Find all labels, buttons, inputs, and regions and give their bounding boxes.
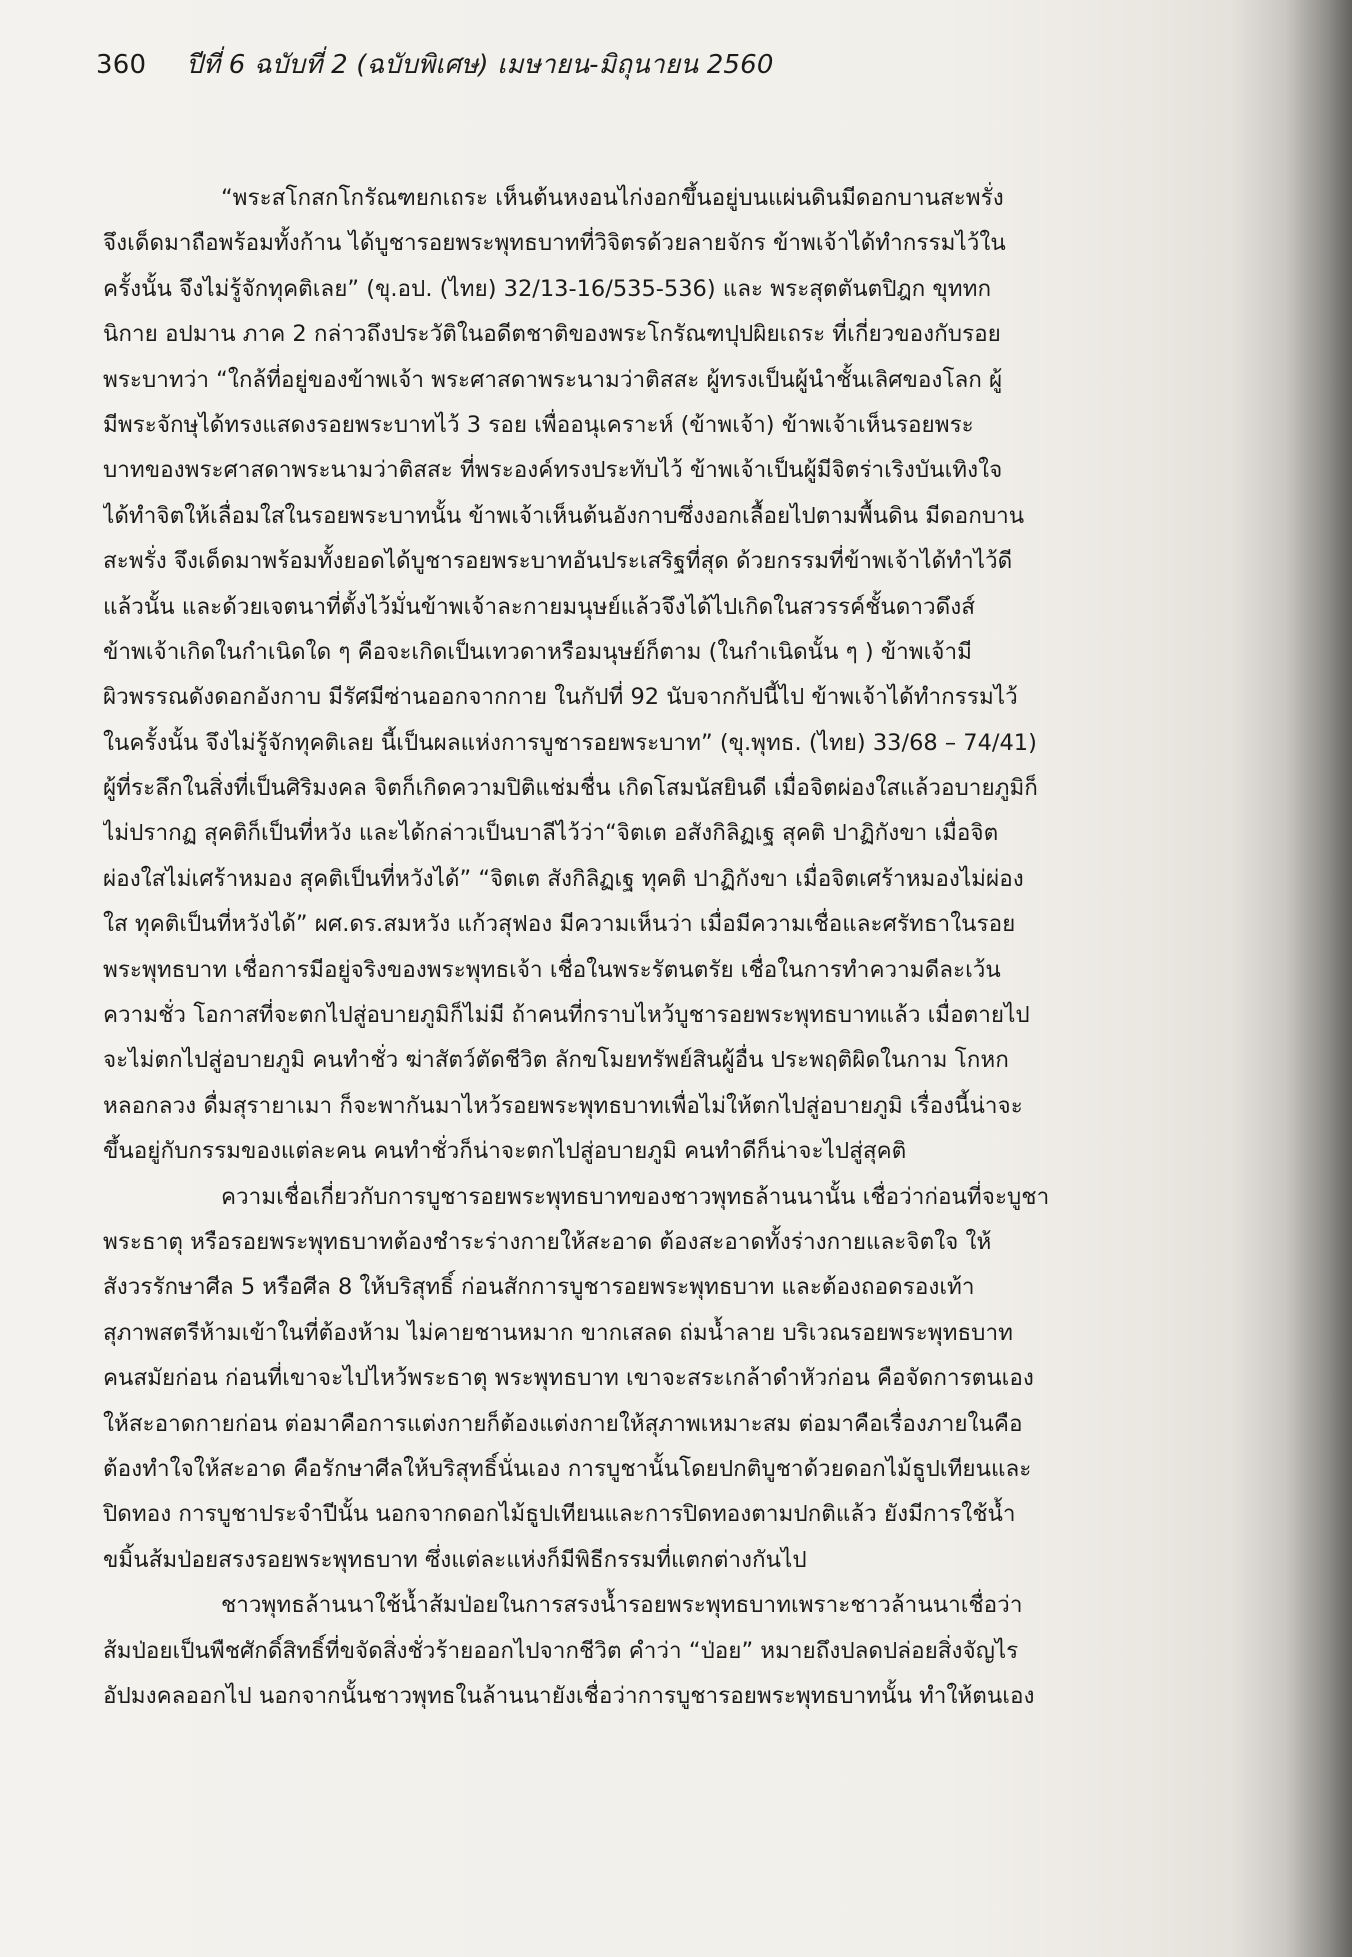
text-line: สะพรั่ง จึงเด็ดมาพร้อมทั้งยอดได้บูชารอยพระบาทอันประเสริฐที่สุด ด้วยกรรมที่ข้าพเจ้าได้ทำไว้ดี: [103, 548, 1013, 575]
text-line: ชาวพุทธล้านนาใช้น้ำส้มป่อยในการสรงน้ำรอยพระพุทธบาทเพราะชาวล้านนาเชื่อว่า: [221, 1592, 1023, 1619]
binding-gutter-shadow: [1232, 0, 1352, 1957]
journal-issue-info: ปีที่ 6 ฉบับที่ 2 (ฉบับพิเศษ) เมษายน-มิถุนายน 2560: [186, 50, 774, 80]
page-number: 360: [96, 50, 147, 80]
text-line: ผิวพรรณดังดอกอังกาบ มีรัศมีซ่านออกจากกาย ในกัปที่ 92 นับจากกัปนี้ไป ข้าพเจ้าได้ทำกรรมไว้: [103, 684, 1018, 711]
text-line: พระบาทว่า “ใกล้ที่อยู่ของข้าพเจ้า พระศาสดาพระนามว่าติสสะ ผู้ทรงเป็นผู้นำชั้นเลิศของโลก ผู้: [103, 366, 1003, 393]
text-line: หลอกลวง ดื่มสุรายาเมา ก็จะพากันมาไหว้รอยพระพุทธบาทเพื่อไม่ให้ตกไปสู่อบายภูมิ เรื่องนี้น่าจะ: [103, 1092, 1023, 1119]
text-line: พระธาตุ หรือรอยพระพุทธบาทต้องชำระร่างกายให้สะอาด ต้องสะอาดทั้งร่างกายและจิตใจ ให้: [103, 1228, 992, 1255]
text-line: ขมิ้นส้มป่อยสรงรอยพระพุทธบาท ซึ่งแต่ละแห่งก็มีพิธีกรรมที่แตกต่างกันไป: [103, 1546, 807, 1573]
text-line: สุภาพสตรีห้ามเข้าในที่ต้องห้าม ไม่คายชานหมาก ขากเสลด ถ่มน้ำลาย บริเวณรอยพระพุทธบาท: [103, 1319, 1013, 1346]
text-line: พระพุทธบาท เชื่อการมีอยู่จริงของพระพุทธเจ้า เชื่อในพระรัตนตรัย เชื่อในการทำความดีละเว้น: [103, 956, 1001, 983]
text-line: อัปมงคลออกไป นอกจากนั้นชาวพุทธในล้านนายังเชื่อว่าการบูชารอยพระพุทธบาทนั้น ทำให้ตนเอง: [103, 1682, 1035, 1709]
text-line: ความเชื่อเกี่ยวกับการบูชารอยพระพุทธบาทของชาวพุทธล้านนานั้น เชื่อว่าก่อนที่จะบูชา: [221, 1183, 1050, 1210]
running-header: [96, 44, 774, 85]
text-line: ขึ้นอยู่กับกรรมของแต่ละคน คนทำชั่วก็น่าจะตกไปสู่อบายภูมิ คนทำดีก็น่าจะไปสู่สุคติ: [103, 1138, 907, 1165]
text-line: ครั้งนั้น จึงไม่รู้จักทุคติเลย” (ขุ.อป. (ไทย) 32/13-16/535-536) และ พระสุตตันตปิฎก ขุททก: [103, 275, 992, 302]
text-line: ปิดทอง การบูชาประจำปีนั้น นอกจากดอกไม้ธูปเทียนและการปิดทองตามปกติแล้ว ยังมีการใช้น้ำ: [103, 1501, 1016, 1528]
text-line: จึงเด็ดมาถือพร้อมทั้งก้าน ได้บูชารอยพระพุทธบาทที่วิจิตรด้วยลายจักร ข้าพเจ้าได้ทำกรรมไว้ใน: [103, 230, 1006, 257]
text-line: ไม่ปรากฏ สุคติก็เป็นที่หวัง และได้กล่าวเป็นบาลีไว้ว่า“จิตเต อสังกิลิฏเฐ สุคติ ปาฏิกังขา เมื่อจิต: [103, 820, 999, 847]
text-line: ในครั้งนั้น จึงไม่รู้จักทุคติเลย นี้เป็นผลแห่งการบูชารอยพระบาท” (ขุ.พุทธ. (ไทย) 33/68 – 74/41): [103, 729, 1037, 756]
text-line: ความชั่ว โอกาสที่จะตกไปสู่อบายภูมิก็ไม่มี ถ้าคนที่กราบไหว้บูชารอยพระพุทธบาทแล้ว เมื่อตายไป: [103, 1002, 1030, 1029]
article-body: [103, 176, 1173, 1719]
text-line: มีพระจักษุได้ทรงแสดงรอยพระบาทไว้ 3 รอย เพื่ออนุเคราะห์ (ข้าพเจ้า) ข้าพเจ้าเห็นรอยพระ: [103, 411, 974, 438]
text-line: ข้าพเจ้าเกิดในกำเนิดใด ๆ คือจะเกิดเป็นเทวดาหรือมนุษย์ก็ตาม (ในกำเนิดนั้น ๆ ) ข้าพเจ้ามี: [103, 638, 972, 665]
text-line: ใส ทุคติเป็นที่หวังได้” ผศ.ดร.สมหวัง แก้วสุฟอง มีความเห็นว่า เมื่อมีความเชื่อและศรัทธาในรอย: [103, 911, 1016, 938]
text-line: สังวรรักษาศีล 5 หรือศีล 8 ให้บริสุทธิ์ ก่อนสักการบูชารอยพระพุทธบาท และต้องถอดรองเท้า: [103, 1274, 975, 1301]
text-line: ให้สะอาดกายก่อน ต่อมาคือการแต่งกายก็ต้องแต่งกายให้สุภาพเหมาะสม ต่อมาคือเรื่องภายในคือ: [103, 1410, 1023, 1437]
text-line: ส้มป่อยเป็นพืชศักดิ์สิทธิ์ที่ขจัดสิ่งชั่วร้ายออกไปจากชีวิต คำว่า “ป่อย” หมายถึงปลดปล่อยสิ่งจัญไร: [103, 1637, 1019, 1664]
text-line: จะไม่ตกไปสู่อบายภูมิ คนทำชั่ว ฆ่าสัตว์ตัดชีวิต ลักขโมยทรัพย์สินผู้อื่น ประพฤติผิดในกาม โกหก: [103, 1047, 1009, 1074]
text-line: ผู้ที่ระลึกในสิ่งที่เป็นศิริมงคล จิตก็เกิดความปิติแช่มชื่น เกิดโสมนัสยินดี เมื่อจิตผ่องใสแล้วอบายภูมิก็: [103, 775, 1038, 802]
text-line: นิกาย อปมาน ภาค 2 กล่าวถึงประวัติในอดีตชาติของพระโกรัณฑปุปผิยเถระ ที่เกี่ยวของกับรอย: [103, 321, 1001, 348]
text-line: “พระสโกสกโกรัณฑยกเถระ เห็นต้นหงอนไก่งอกขึ้นอยู่บนแผ่นดินมีดอกบานสะพรั่ง: [221, 185, 1004, 211]
text-line: ผ่องใสไม่เศร้าหมอง สุคติเป็นที่หวังได้” “จิตเต สังกิลิฏเฐ ทุคติ ปาฏิกังขา เมื่อจิตเศร้าหมองไม่ผ่อง: [103, 865, 1024, 892]
text-line: บาทของพระศาสดาพระนามว่าติสสะ ที่พระองค์ทรงประทับไว้ ข้าพเจ้าเป็นผู้มีจิตร่าเริงบันเทิงใจ: [103, 457, 1003, 484]
text-line: แล้วนั้น และด้วยเจตนาที่ตั้งไว้มั่นข้าพเจ้าละกายมนุษย์แล้วจึงได้ไปเกิดในสวรรค์ชั้นดาวดึงส์: [103, 593, 975, 620]
text-line: ต้องทำใจให้สะอาด คือรักษาศีลให้บริสุทธิ์นั่นเอง การบูชานั้นโดยปกติบูชาด้วยดอกไม้ธูปเทียนและ: [103, 1455, 1032, 1482]
text-line: คนสมัยก่อน ก่อนที่เขาจะไปไหว้พระธาตุ พระพุทธบาท เขาจะสระเกล้าดำหัวก่อน คือจัดการตนเอง: [103, 1365, 1034, 1392]
text-line: ได้ทำจิตให้เลื่อมใสในรอยพระบาทนั้น ข้าพเจ้าเห็นต้นอังกาบซึ่งงอกเลื้อยไปตามพื้นดิน มีดอกบาน: [103, 502, 1025, 529]
